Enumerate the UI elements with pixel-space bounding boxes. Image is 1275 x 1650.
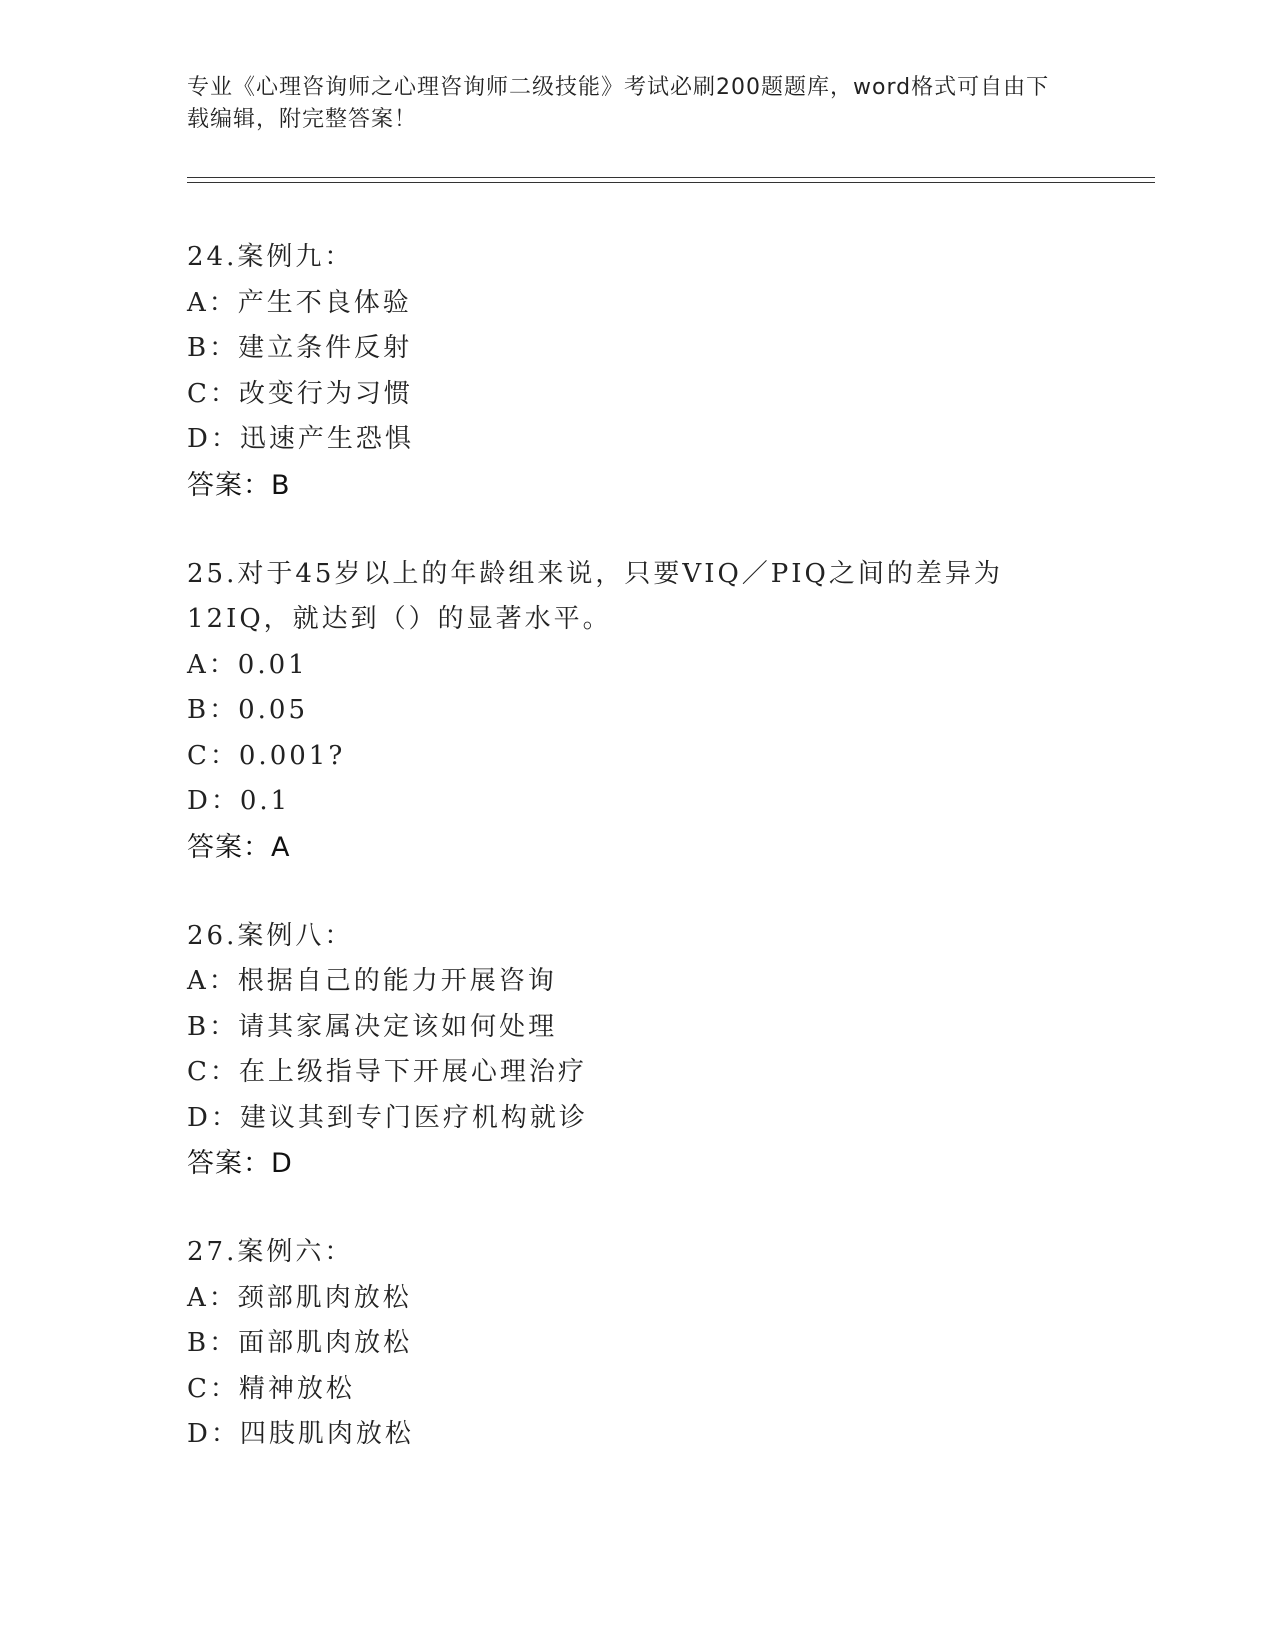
- option-b: B：建立条件反射: [187, 333, 413, 363]
- document-header: 专业《心理咨询师之心理咨询师二级技能》考试必刷200题题库，word格式可自由下载编辑，附完整答案！: [187, 75, 1050, 132]
- option-c: C：改变行为习惯: [187, 378, 413, 409]
- answer-line: 答案：D: [187, 1148, 293, 1179]
- option-c: C：精神放松: [187, 1373, 355, 1404]
- option-b: B：0.05: [187, 695, 308, 725]
- option-d: D：迅速产生恐惧: [187, 424, 414, 454]
- question-list: [187, 235, 1087, 1502]
- option-a: A：产生不良体验: [187, 287, 412, 318]
- option-d: D：0.1: [187, 786, 291, 816]
- question-stem: 26.案例八：: [187, 920, 354, 951]
- answer-line: 答案：A: [187, 831, 291, 863]
- option-c: C：在上级指导下开展心理治疗: [187, 1057, 587, 1087]
- header-rule-top: [187, 177, 1155, 178]
- option-a: A：颈部肌肉放松: [187, 1282, 412, 1313]
- option-c: C：0.001?: [187, 740, 346, 771]
- question-stem: 25.对于45岁以上的年龄组来说，只要VIQ／PIQ之间的差异为12IQ，就达到（）的显著水平。: [187, 558, 1003, 634]
- option-d: D：四肢肌肉放松: [187, 1419, 414, 1449]
- option-b: B：面部肌肉放松: [187, 1328, 413, 1358]
- option-d: D：建议其到专门医疗机构就诊: [187, 1102, 588, 1133]
- question-27: [187, 1230, 1087, 1458]
- question-stem: 24.案例九：: [187, 242, 354, 272]
- question-25: [187, 552, 1087, 870]
- question-stem: 27.案例六：: [187, 1237, 354, 1267]
- option-a: A：根据自己的能力开展咨询: [187, 966, 557, 996]
- option-a: A：0.01: [187, 649, 308, 680]
- header-rule-bottom: [187, 182, 1155, 183]
- question-26: [187, 914, 1087, 1187]
- question-24: [187, 235, 1087, 508]
- answer-line: 答案：B: [187, 469, 291, 501]
- option-b: B：请其家属决定该如何处理: [187, 1011, 558, 1042]
